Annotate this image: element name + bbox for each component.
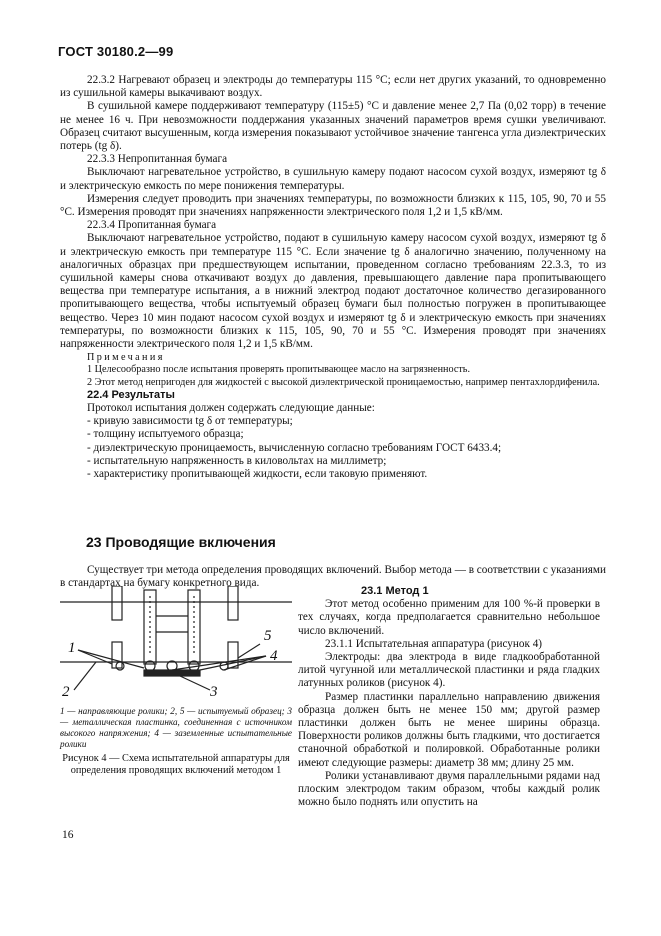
fig-label: 2 [62, 684, 70, 700]
fig-label: 4 [270, 648, 278, 664]
fig-label: 3 [210, 684, 218, 700]
list-item: - характеристику пропитывающей жидкости, если таковую применяют. [87, 468, 428, 481]
paragraph: Ролики устанавливают двумя параллельными рядами над плоским электродом таким образом, чтобы каждый ролик можно было поднять или опустить на [298, 769, 600, 809]
paragraph: Существует три метода определения проводящих включений. Выбор метода — в соответствии с указаниями в стандартах на бумагу конкретного вида. [60, 564, 606, 590]
paragraph: 23.1.1 Испытательная аппаратура (рисунок 4) [325, 637, 543, 650]
section-heading: 23 Проводящие включения [86, 534, 276, 550]
guide-roller-left [112, 586, 122, 620]
fig-label: 5 [264, 628, 272, 644]
list-item: - испытательную напряженность в киловольтах на миллиметр; [87, 454, 387, 467]
paragraph: Размер пластинки параллельно направлению движения образца должен быть не менее 150 мм; другой размер пластинки должен быть не менее ширины образца. Поверхности роликов должны быть гладкими, что достигается станочной обработкой и полировкой. Обработанные ролики имеют следующие размеры: диаметр 38 мм; длину 25 мм. [298, 690, 600, 769]
figure-caption: Рисунок 4 — Схема испытательной аппаратуры для определения проводящих включений методом 1 [62, 753, 290, 776]
subsection-heading: 22.3.3 Непропитанная бумага [87, 153, 228, 166]
notes-heading: Примечания [87, 352, 165, 364]
apparatus-diagram [60, 586, 292, 700]
paragraph: Выключают нагревательное устройство, в сушильную камеру подают насосом сухой воздух, измеряют tg δ и электрическую емкость по мере понижения температуры. [60, 166, 606, 192]
test-roller [116, 662, 124, 670]
paragraph: Этот метод особенно применим для 100 %-й проверки в тех случаях, когда предполагается сравнительно небольшое число включений. [298, 598, 600, 637]
subsection-heading: 22.3.4 Пропитанная бумага [87, 219, 217, 232]
list-item: - толщину испытуемого образца; [87, 428, 244, 441]
figure-legend: 1 — направляющие ролики; 2, 5 — испытуемый образец; 3 — металлическая пластинка, соединенная с источником высокого напряжения; 4 — заземленные испытательные ролики [60, 706, 292, 749]
metal-plate [144, 670, 200, 676]
fig-label: 1 [68, 640, 76, 656]
results-heading: 22.4 Результаты [87, 388, 175, 401]
right-column [298, 585, 600, 809]
document-header: ГОСТ 30180.2—99 [58, 44, 174, 59]
note-item: 2 Этот метод непригоден для жидкостей с высокой диэлектрической проницаемостью, например пентахлордифенила. [87, 376, 600, 388]
main-text [60, 74, 606, 481]
list-item: - кривую зависимости tg δ от температуры; [87, 415, 293, 428]
guide-roller-right [228, 586, 238, 620]
paragraph: Измерения следует проводить при значениях температуры, по возможности близких к 115, 105, 90, 70 и 55 °С. Измерения проводят при значениях напряженности электрического поля 1,2 и 1,5 кВ/мм. [60, 192, 606, 219]
note-item: 1 Целесообразно после испытания проверять пропитывающее масло на загрязненность. [87, 364, 470, 376]
paragraph: Выключают нагревательное устройство, подают в сушильную камеру насосом сухой воздух, измеряют tg δ и электрическую емкость при температуре 115 °С. Если значение tg δ аналогично значению, полученному на аналогичных образцах при предшествующем испытании, проведенном согласно требованиям 22.3.3, то из сушильной камеры снова откачивают воздух до давления, превышающего давление пара пропитывающего вещества при температуре испытания, а в нижний электрод подают достаточное количество дегазированного пропитывающего вещества, чтобы испытуемый образец бумаги был полностью погружен в пропитывающее вещество. Через 10 мин подают насосом сухой воздух и измеряют tg δ и электрическую емкость при значениях температуры, по возможности близких к 115, 105, 90, 70 и 55 °С. Измерения проводят при значениях напряженности электрического поля 1,2 и 1,5 кВ/мм. [60, 232, 606, 351]
method-heading: 23.1 Метод 1 [361, 585, 429, 597]
paragraph: Протокол испытания должен содержать следующие данные: [87, 402, 375, 415]
paragraph: 22.3.2 Нагревают образец и электроды до температуры 115 °С; если нет других указаний, то одновременно из сушильной камеры выкачивают воздух. [60, 74, 606, 100]
paragraph: В сушильной камере поддерживают температуру (115±5) °С и давление менее 2,7 Па (0,02 торр) в течение не менее 16 ч. При невозможности поддержания указанных значений параметров время сушки увеличивают. Образец считают высушенным, когда измерения показывают устойчивое значение тангенса угла диэлектрических потерь (tg δ). [60, 100, 606, 153]
page-number: 16 [62, 829, 74, 841]
paragraph: Электроды: два электрода в виде гладкообработанной литой чугунной или металлической пластинки и ряда гладких латунных роликов (рисунок 4). [298, 651, 600, 690]
list-item: - диэлектрическую проницаемость, вычисленную согласно требованиям ГОСТ 6433.4; [87, 441, 502, 454]
